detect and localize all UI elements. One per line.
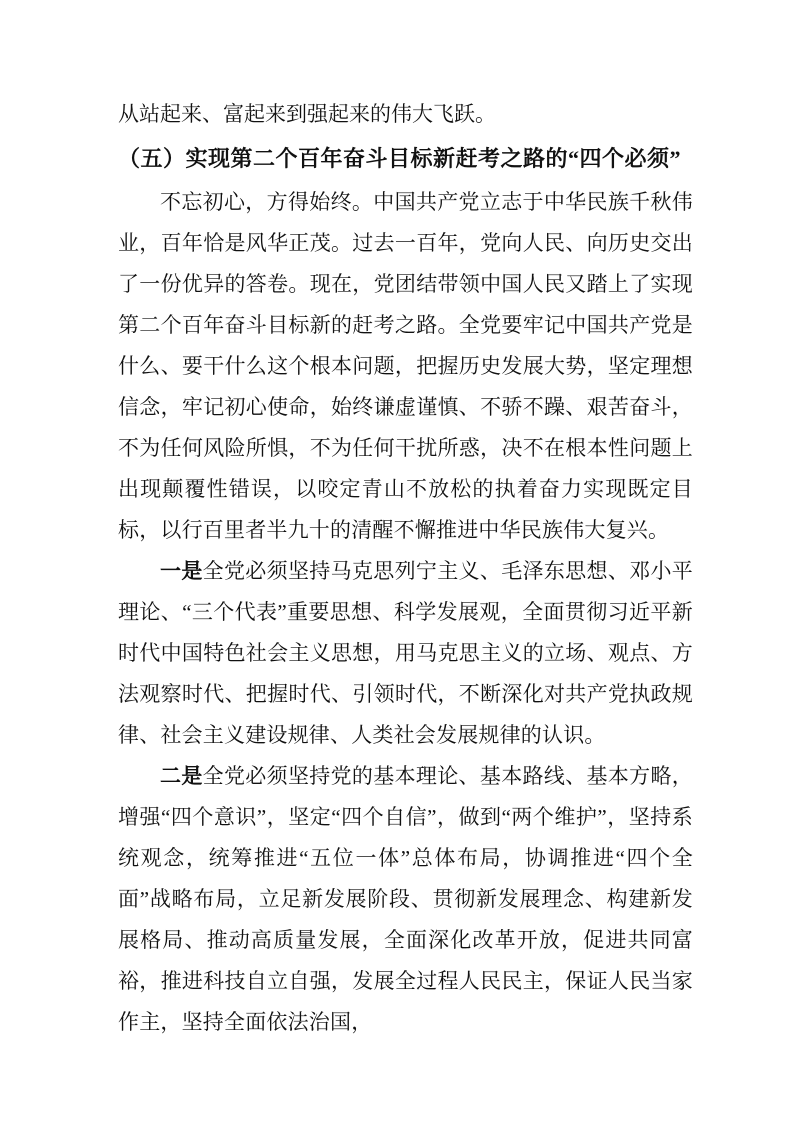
paragraph-point-one-lead: 一是: [160, 559, 203, 583]
paragraph-point-one-text: 全党必须坚持马克思列宁主义、毛泽东思想、邓小平理论、“三个代表”重要思想、科学发展观，全面贯彻习近平新时代中国特色社会主义思想，用马克思主义的立场、观点、方法观察时代、把握时代、引领时代，不断深化对共产党执政规律、社会主义建设规律、人类社会发展规律的认识。: [118, 559, 693, 747]
paragraph-continuation: 从站起来、富起来到强起来的伟大飞跃。: [118, 102, 496, 126]
paragraph-point-two-lead: 二是: [160, 764, 203, 788]
paragraph-point-two-text: 全党必须坚持党的基本理论、基本路线、基本方略，增强“四个意识”，坚定“四个自信”，做到“两个维护”，坚持系统观念，统筹推进“五位一体”总体布局，协调推进“四个全面”战略布局，立足新发展阶段、贯彻新发展理念、构建新发展格局、推动高质量发展，全面深化改革开放，促进共同富裕，推进科技自立自强，发展全过程人民民主，保证人民当家作主，坚持全面依法治国，: [118, 764, 693, 1034]
paragraph-intro-text: 不忘初心，方得始终。中国共产党立志于中华民族千秋伟业，百年恰是风华正茂。过去一百年，党向人民、向历史交出了一份优异的答卷。现在，党团结带领中国人民又踏上了实现第二个百年奋斗目标新的赶考之路。全党要牢记中国共产党是什么、要干什么这个根本问题，把握历史发展大势，坚定理想信念，牢记初心使命，始终谦虚谨慎、不骄不躁、艰苦奋斗，不为任何风险所惧，不为任何干扰所惑，决不在根本性问题上出现颠覆性错误，以咬定青山不放松的执着奋力实现既定目标，以行百里者半九十的清醒不懈推进中华民族伟大复兴。: [118, 190, 693, 542]
section-heading: （五）实现第二个百年奋斗目标新赶考之路的“四个必须”: [118, 146, 682, 171]
paragraph-point-two: [118, 756, 693, 1043]
paragraph-intro: [118, 182, 693, 551]
paragraph-point-one: [118, 551, 693, 756]
